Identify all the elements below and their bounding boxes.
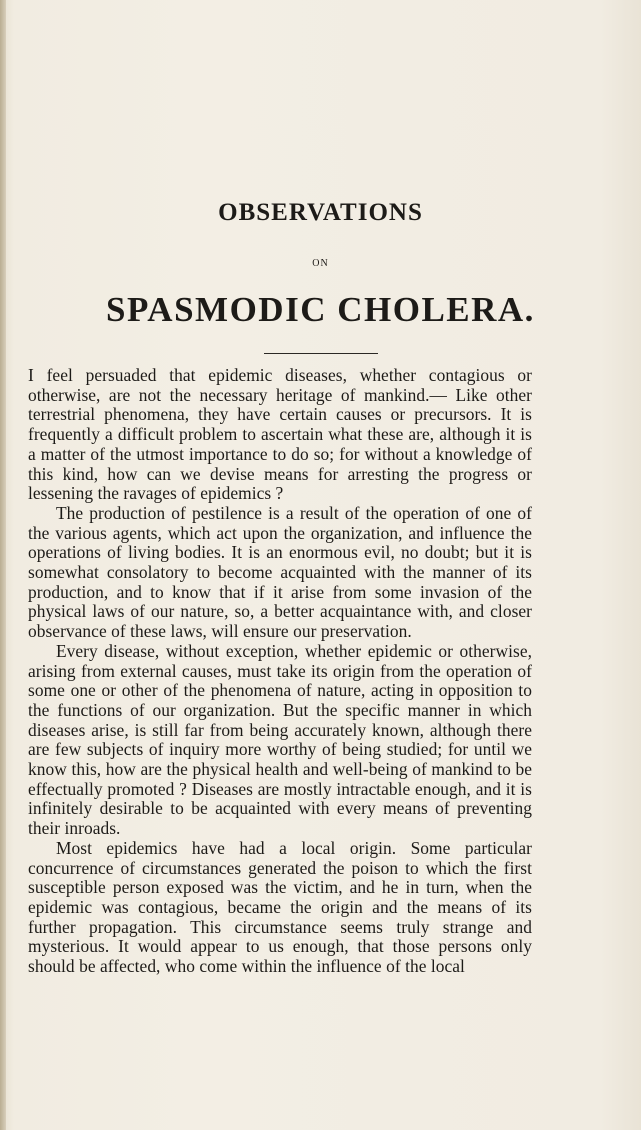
title-connector: ON (312, 258, 329, 269)
page-subtitle: SPASMODIC CHOLERA. (106, 290, 535, 329)
title-divider (264, 353, 378, 354)
paragraph-3: Every disease, without exception, whether epidemic or otherwise, arising from external causes, must take its origin from the operation of some one or other of the phenomena of nature, acting in opposition to the functions of our organization. But the specific manner in which diseases arise, is still far from being accurately known, although there are few subjects of inquiry more worthy of being studied; for until we know this, how are the physical health and well-being of mankind to be effectually promoted ? Diseases are mostly intractable enough, and it is infinitely desirable to be acquainted with every means of preventing their inroads. (28, 640, 532, 839)
page-gutter (0, 0, 6, 1130)
paragraph-2: The production of pestilence is a result of the operation of one of the various agents, which act upon the organization, and influence the operations of living bodies. It is an enormous evil, no doubt; but it is somewhat consolatory to become acquainted with the manner of its production, and to know that if it arise from some invasion of the physical laws of our nature, so, a better acquaintance with, and closer observance of these laws, will ensure our preservation. (28, 502, 532, 642)
page-title: OBSERVATIONS (218, 199, 423, 226)
body-text (28, 366, 532, 977)
paragraph-1: I feel persuaded that epidemic diseases, whether contagious or otherwise, are not the necessary heritage of mankind.— Like other terrestrial phenomena, they have certain causes or precursors. It is frequently a difficult problem to ascertain what these are, although it is a matter of the utmost importance to do so; for without a knowledge of this kind, how can we devise means for arresting the progress or lessening the ravages of epidemics ? (28, 365, 532, 504)
paragraph-4: Most epidemics have had a local origin. Some particular concurrence of circumstances generated the poison to which the first susceptible person exposed was the victim, and he in turn, when the epidemic was contagious, became the origin and the means of its further propagation. This circumstance seems truly strange and mysterious. It would appear to us enough, that those persons only should be affected, who come within the influence of the local (28, 837, 532, 977)
